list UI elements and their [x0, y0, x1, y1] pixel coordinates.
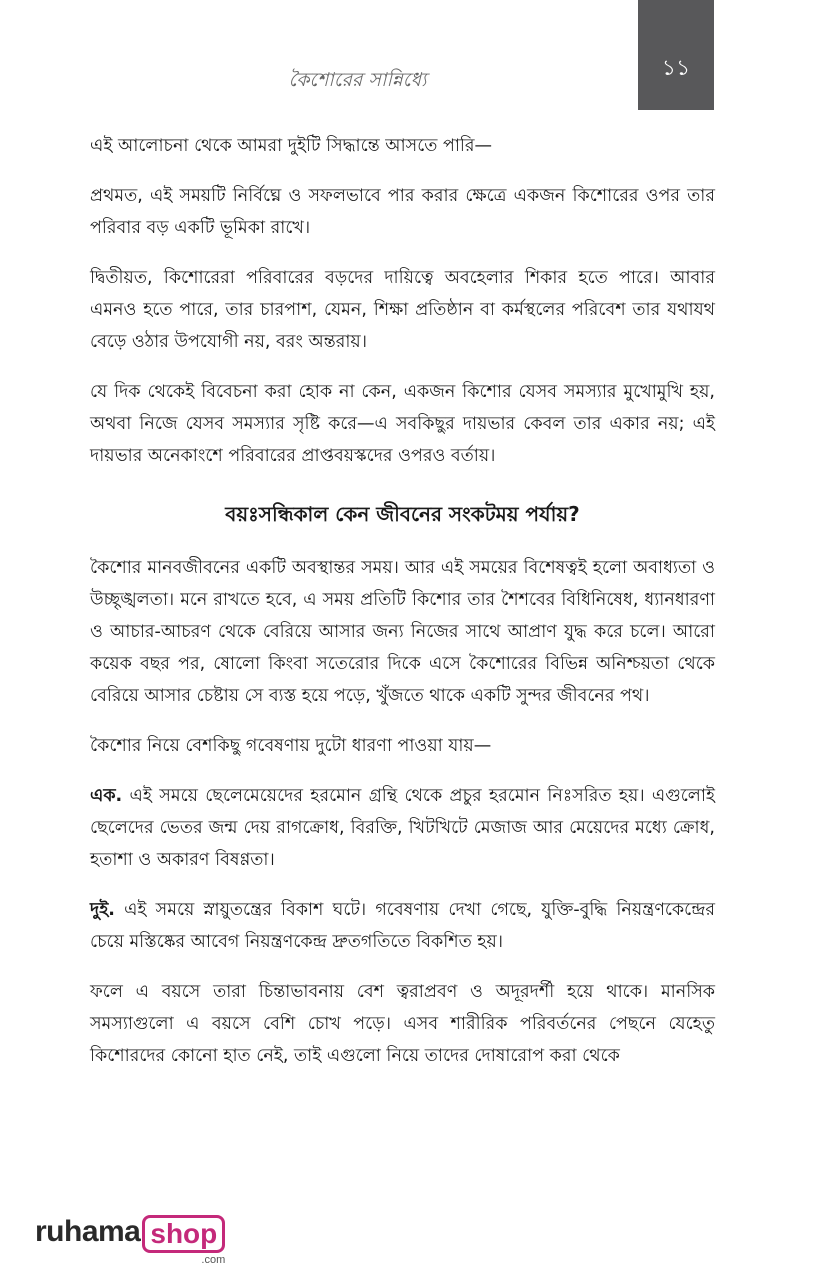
logo-domain: .com [201, 1254, 226, 1266]
logo-text: ruhama [35, 1215, 141, 1248]
page-number: ১১ [661, 56, 691, 81]
section-heading: বয়ঃসন্ধিকাল কেন জীবনের সংকটময় পর্যায়? [225, 502, 580, 526]
point-label: দুই. [90, 900, 115, 920]
page-number-box [638, 0, 714, 110]
running-title: কৈশোরের সান্নিধ্যে [288, 69, 427, 91]
paragraph: কৈশোর নিয়ে বেশকিছু গবেষণায় দুটো ধারণা পাওয়া যায়— [90, 736, 492, 756]
point-two [90, 894, 715, 958]
paragraph: প্রথমত, এই সময়টি নির্বিঘ্নে ও সফলভাবে পার করার ক্ষেত্রে একজন কিশোরের ওপর তার পরিবার বড় একটি ভূমিকা রাখে। [90, 186, 715, 238]
paragraph: ফলে এ বয়সে তারা চিন্তাভাবনায় বেশ ত্বরাপ্রবণ ও অদূরদর্শী হয়ে থাকে। মানসিক সমস্যাগুলো এ বয়সে বেশি চোখ পড়ে। এসব শারীরিক পরিবর্তনের পেছনে যেহেতু কিশোরদের কোনো হাত নেই, তাই এগুলো নিয়ে তাদের দোষারোপ করা থেকে [90, 982, 715, 1066]
paragraph: যে দিক থেকেই বিবেচনা করা হোক না কেন, একজন কিশোর যেসব সমস্যার মুখোমুখি হয়, অথবা নিজে যেসব সমস্যার সৃষ্টি করে—এ সবকিছুর দায়ভার কেবল তার একার নয়; এই দায়ভার অনেকাংশে পরিবারের প্রাপ্তবয়স্কদের ওপরও বর্তায়। [90, 382, 715, 466]
point-text: এই সময়ে ছেলেমেয়েদের হরমোন গ্রন্থি থেকে প্রচুর হরমোন নিঃসরিত হয়। এগুলোই ছেলেদের ভেতর জন্ম দেয় রাগক্রোধ, বিরক্তি, খিটখিটে মেজাজ আর মেয়েদের মধ্যে ক্রোধ, হতাশা ও অকারণ বিষণ্ণতা। [90, 786, 715, 870]
ruhamashop-logo [35, 1215, 225, 1266]
point-label: এক. [90, 786, 123, 806]
page-body [90, 130, 715, 1090]
paragraph: দ্বিতীয়ত, কিশোরেরা পরিবারের বড়দের দায়িত্বে অবহেলার শিকার হতে পারে। আবার এমনও হতে পারে, তার চারপাশ, যেমন, শিক্ষা প্রতিষ্ঠান বা কর্মস্থলের পরিবেশ তার যথাযথ বেড়ে ওঠার উপযোগী নয়, বরং অন্তরায়। [90, 268, 715, 352]
logo-shop-text: shop [142, 1215, 225, 1253]
point-one [90, 780, 715, 876]
paragraph: কৈশোর মানবজীবনের একটি অবস্থান্তর সময়। আর এই সময়ের বিশেষত্বই হলো অবাধ্যতা ও উচ্ছৃঙ্খলতা। মনে রাখতে হবে, এ সময় প্রতিটি কিশোর তার শৈশবের বিধিনিষেধ, ধ্যানধারণা ও আচার-আচরণ থেকে বেরিয়ে আসার জন্য নিজের সাথে আপ্রাণ যুদ্ধ করে চলে। আরো কয়েক বছর পর, ষোলো কিংবা সতেরোর দিকে এসে কৈশোরের বিভিন্ন অনিশ্চয়তা থেকে বেরিয়ে আসার চেষ্টায় সে ব্যস্ত হয়ে পড়ে, খুঁজতে থাকে একটি সুন্দর জীবনের পথ। [90, 558, 715, 706]
point-text: এই সময়ে স্নায়ুতন্ত্রের বিকাশ ঘটে। গবেষণায় দেখা গেছে, যুক্তি-বুদ্ধি নিয়ন্ত্রণকেন্দ্রের চেয়ে মস্তিষ্কের আবেগ নিয়ন্ত্রণকেন্দ্র দ্রুতগতিতে বিকশিত হয়। [90, 900, 715, 952]
logo-shop-badge [142, 1215, 225, 1266]
paragraph: এই আলোচনা থেকে আমরা দুইটি সিদ্ধান্তে আসতে পারি— [90, 136, 493, 156]
